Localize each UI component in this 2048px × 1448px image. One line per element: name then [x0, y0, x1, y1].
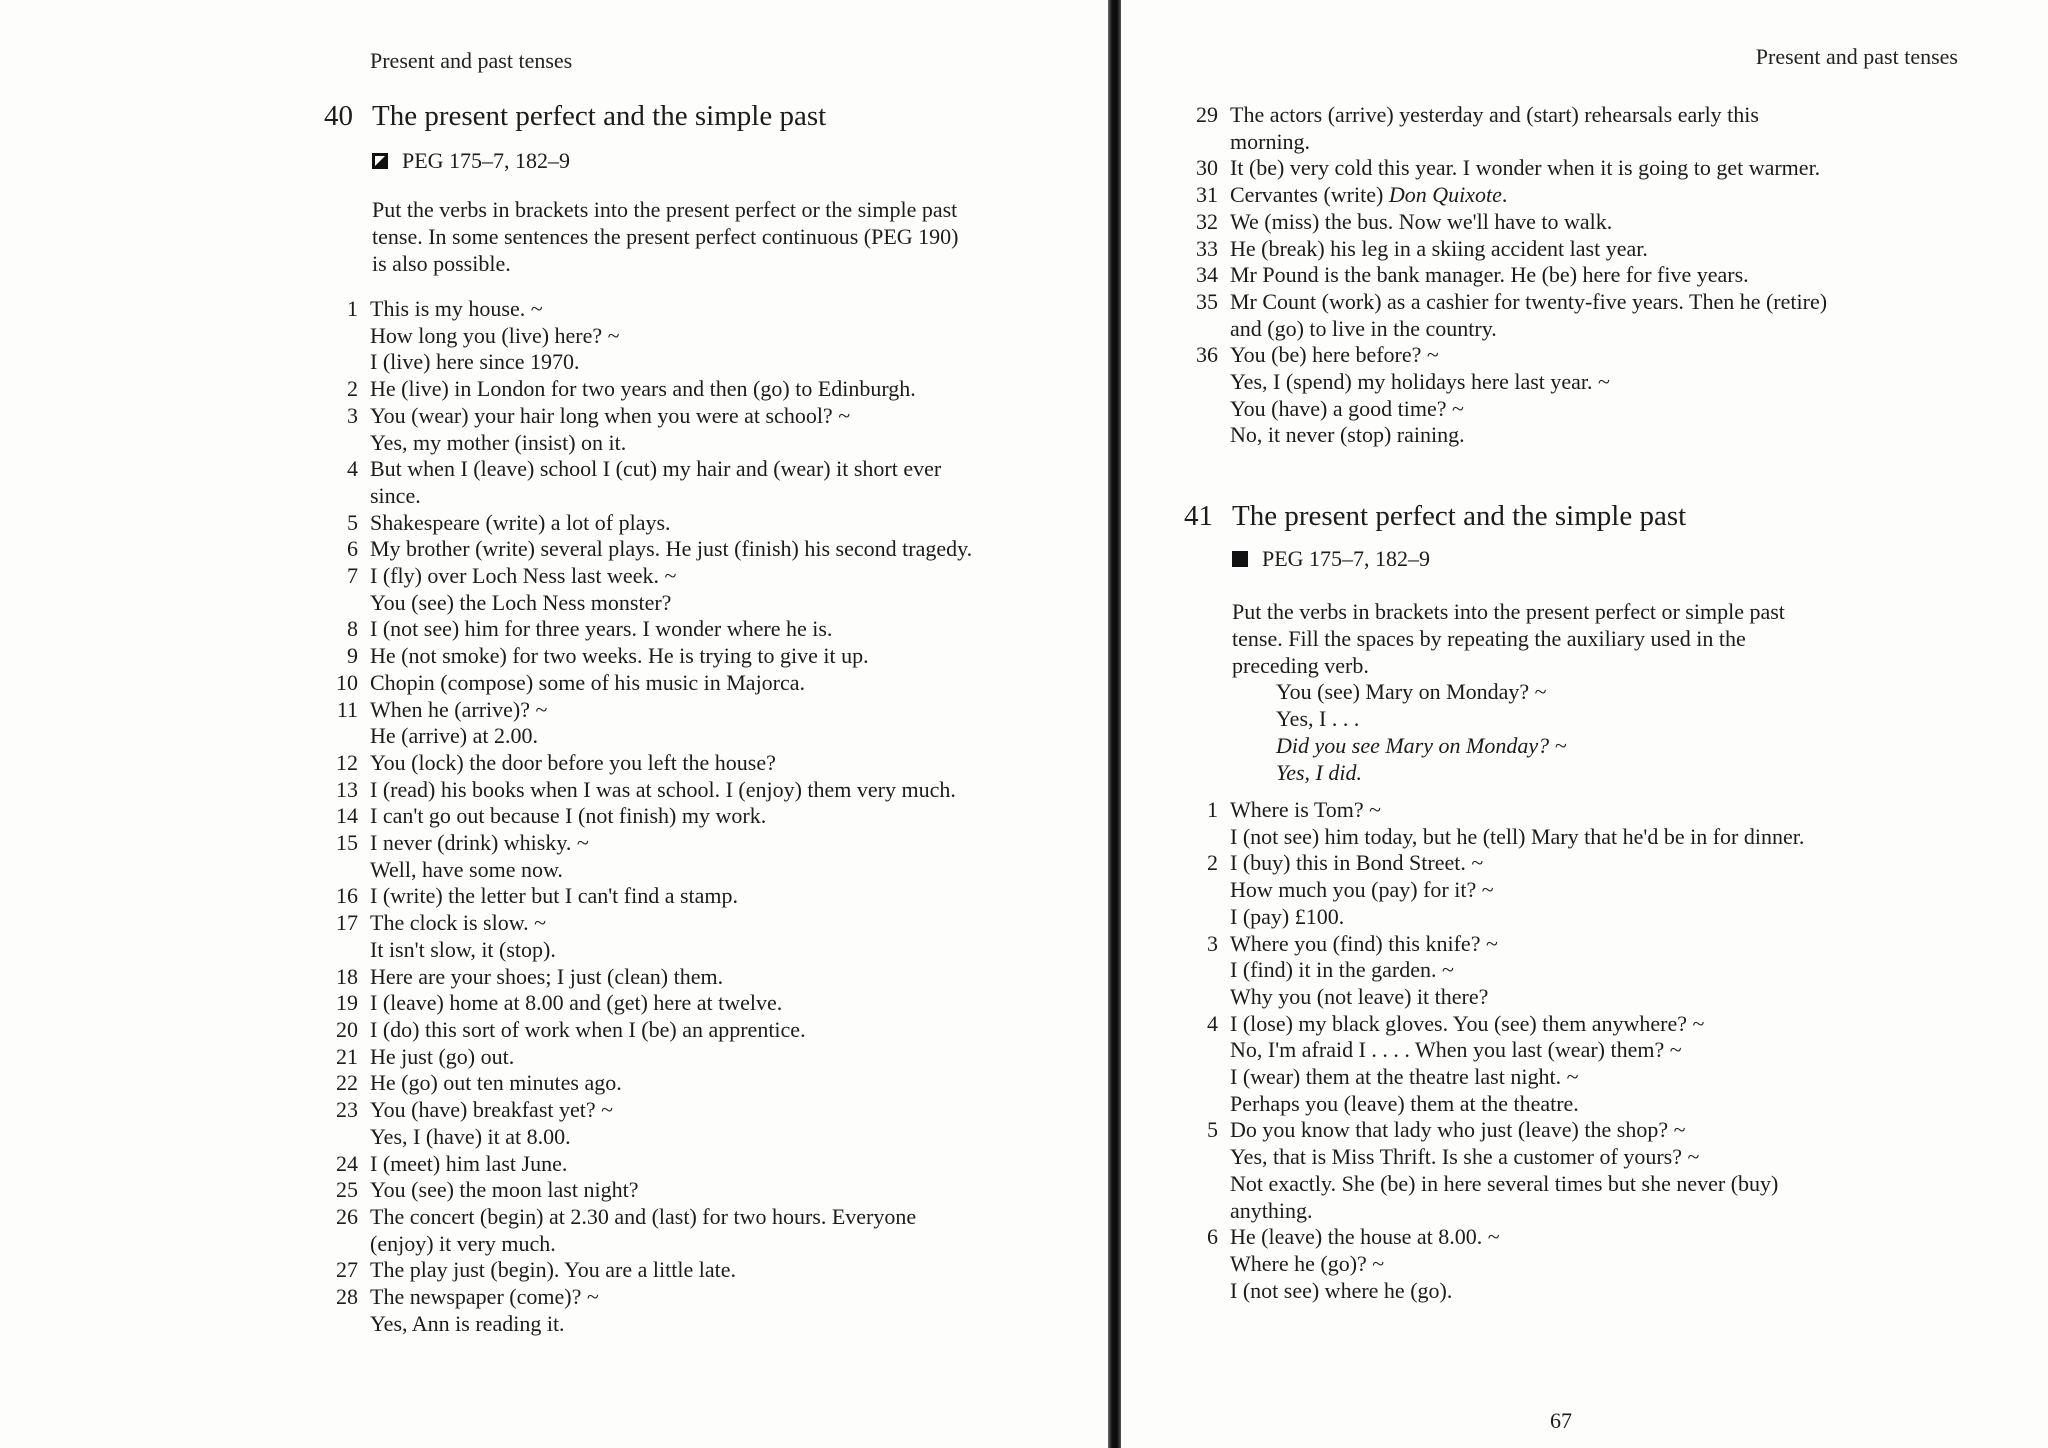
item-text [1230, 850, 2004, 930]
exercise-item [1184, 850, 2004, 930]
exercise-item [324, 296, 1104, 376]
exercise-item [1184, 1011, 2004, 1118]
item-line: since. [370, 482, 421, 508]
item-line: You (wear) your hair long when you were at school? ~ [370, 402, 851, 428]
item-line: The play just (begin). You are a little late. [370, 1257, 736, 1283]
item-text [370, 777, 1104, 804]
exercise-item [1184, 236, 2004, 263]
item-number: 17 [336, 910, 358, 936]
item-line: I (do) this sort of work when I (be) an apprentice. [370, 1016, 806, 1042]
item-line: He just (go) out. [370, 1043, 515, 1069]
exercise-item [324, 777, 1104, 804]
exercise-item [324, 697, 1104, 750]
exercise-item [324, 616, 1104, 643]
exercise-item [324, 1177, 1104, 1204]
item-line: It isn't slow, it (stop). [370, 936, 556, 962]
item-line: Where he (go)? ~ [1230, 1250, 1385, 1276]
item-line: I (lose) my black gloves. You (see) them anywhere? ~ [1230, 1010, 1705, 1036]
item-line: He (arrive) at 2.00. [370, 723, 538, 749]
item-line: It (be) very cold this year. I wonder when it is going to get warmer. [1230, 155, 1821, 181]
item-line: Yes, that is Miss Thrift. Is she a customer of yours? ~ [1230, 1144, 1700, 1170]
item-line: Yes, I (have) it at 8.00. [370, 1123, 571, 1149]
exercise-item [324, 803, 1104, 830]
item-line: Not exactly. She (be) in here several times but she never (buy) [1230, 1170, 1779, 1196]
item-line: The actors (arrive) yesterday and (start) rehearsals early this [1230, 102, 1759, 127]
item-text [1230, 236, 2004, 263]
item-number: 6 [1207, 1224, 1218, 1250]
item-number: 10 [336, 669, 358, 695]
item-number: 14 [336, 803, 358, 829]
instruction-line: tense. In some sentences the present perfect continuous (PEG 190) [372, 224, 959, 249]
item-line: I (not see) him for three years. I wonder where he is. [370, 616, 833, 642]
exercise-item [324, 830, 1104, 883]
item-text [1230, 155, 2004, 182]
exercise-item [1184, 262, 2004, 289]
item-line: He (leave) the house at 8.00. ~ [1230, 1224, 1500, 1250]
item-text [370, 1177, 1104, 1204]
item-text [1230, 262, 2004, 289]
item-line: We (miss) the bus. Now we'll have to walk. [1230, 208, 1613, 234]
exercise-item [324, 376, 1104, 403]
item-line: He (not smoke) for two weeks. He is trying to give it up. [370, 643, 869, 669]
book-title: Don Quixote [1388, 182, 1502, 208]
item-text [1230, 342, 2004, 449]
item-text [370, 990, 1104, 1017]
right-page [1120, 0, 2048, 1448]
item-number: 27 [336, 1257, 358, 1283]
item-line: Yes, Ann is reading it. [370, 1310, 565, 1336]
item-line: Here are your shoes; I just (clean) them. [370, 963, 724, 989]
exercise-item [1184, 102, 2004, 155]
exercise-item [324, 456, 1104, 509]
item-text [370, 697, 1104, 750]
item-number: 24 [336, 1150, 358, 1176]
exercise-item [324, 1044, 1104, 1071]
item-text [1230, 1117, 2004, 1224]
item-text [370, 670, 1104, 697]
item-line: You (see) the Loch Ness monster? [370, 589, 672, 615]
exercise-item [324, 1151, 1104, 1178]
item-number: 4 [1207, 1010, 1218, 1036]
item-line: No, it never (stop) raining. [1230, 422, 1465, 448]
reference [372, 148, 570, 174]
instructions [1232, 598, 1952, 679]
item-line: You (have) a good time? ~ [1230, 395, 1464, 421]
exercise-item [1184, 1224, 2004, 1304]
item-number: 4 [347, 456, 358, 482]
page-number: 67 [1550, 1408, 1572, 1433]
reference-text: PEG 175–7, 182–9 [402, 148, 571, 173]
item-number: 25 [336, 1177, 358, 1203]
instruction-line: Put the verbs in brackets into the present perfect or simple past [1232, 599, 1785, 624]
instructions [372, 196, 1092, 277]
item-line: He (go) out ten minutes ago. [370, 1070, 622, 1096]
item-text [1230, 931, 2004, 1011]
exercise-item [324, 643, 1104, 670]
item-text [370, 1017, 1104, 1044]
item-number: 26 [336, 1203, 358, 1229]
item-text [1230, 289, 2004, 342]
item-line: He (break) his leg in a skiing accident last year. [1230, 235, 1648, 261]
exercise-item [324, 990, 1104, 1017]
item-text [370, 910, 1104, 963]
exercise-item [324, 750, 1104, 777]
item-number: 33 [1196, 235, 1218, 261]
item-number: 1 [347, 296, 358, 321]
item-line: Yes, my mother (insist) on it. [370, 429, 627, 455]
exercise-item [1184, 797, 2004, 850]
exercise-item [324, 536, 1104, 563]
item-number: 15 [336, 830, 358, 856]
exercise-list [1184, 797, 2004, 1304]
item-line: I (find) it in the garden. ~ [1230, 957, 1454, 983]
item-number: 32 [1196, 208, 1218, 234]
exercise-item [324, 1017, 1104, 1044]
item-number: 28 [336, 1284, 358, 1310]
item-line: He (live) in London for two years and then (go) to Edinburgh. [370, 376, 916, 402]
item-text [370, 830, 1104, 883]
item-line: Perhaps you (leave) them at the theatre. [1230, 1090, 1579, 1116]
item-number: 36 [1196, 342, 1218, 368]
item-line: When he (arrive)? ~ [370, 696, 548, 722]
item-line: But when I (leave) school I (cut) my hair and (wear) it short ever [370, 456, 942, 482]
item-text [370, 643, 1104, 670]
item-text [1230, 797, 2004, 850]
item-text [370, 1044, 1104, 1071]
item-line: You (be) here before? ~ [1230, 342, 1439, 368]
item-text [370, 456, 1104, 509]
exercise-item [324, 1284, 1104, 1337]
exercise-item [324, 1097, 1104, 1150]
item-line: (enjoy) it very much. [370, 1230, 556, 1256]
item-line: I (pay) £100. [1230, 903, 1345, 929]
item-line: Where is Tom? ~ [1230, 797, 1382, 822]
item-number: 1 [1207, 797, 1218, 822]
item-line: I (leave) home at 8.00 and (get) here at twelve. [370, 990, 783, 1016]
item-text [370, 536, 1104, 563]
instruction-line: tense. Fill the spaces by repeating the auxiliary used in the [1232, 626, 1746, 651]
item-text [370, 750, 1104, 777]
item-line: You (lock) the door before you left the house? [370, 749, 776, 775]
item-number: 11 [336, 696, 358, 722]
item-number: 2 [1207, 850, 1218, 876]
item-text [370, 1097, 1104, 1150]
item-text [370, 563, 1104, 616]
item-number: 29 [1196, 102, 1218, 127]
item-number: 3 [1207, 930, 1218, 956]
item-number: 20 [336, 1016, 358, 1042]
item-line: The clock is slow. ~ [370, 910, 547, 936]
item-line: Mr Pound is the bank manager. He (be) here for five years. [1230, 262, 1749, 288]
item-number: 21 [336, 1043, 358, 1069]
exercise-item [324, 1204, 1104, 1257]
item-number: 34 [1196, 262, 1218, 288]
item-text [370, 510, 1104, 537]
item-line: No, I'm afraid I . . . . When you last (wear) them? ~ [1230, 1037, 1682, 1063]
section-title: The present perfect and the simple past [372, 100, 827, 132]
worked-example [1276, 678, 1567, 786]
item-number: 5 [1207, 1117, 1218, 1143]
section-title: The present perfect and the simple past [1232, 500, 1687, 532]
item-line: I (fly) over Loch Ness last week. ~ [370, 563, 677, 589]
running-head: Present and past tenses [370, 48, 573, 73]
exercise-item [1184, 209, 2004, 236]
reference [1232, 546, 1430, 572]
item-number: 7 [347, 563, 358, 589]
exercise-item [324, 964, 1104, 991]
item-text [370, 803, 1104, 830]
item-number: 12 [336, 749, 358, 775]
item-line: anything. [1230, 1197, 1313, 1223]
item-number: 16 [336, 883, 358, 909]
item-text [370, 616, 1104, 643]
item-text [1230, 209, 2004, 236]
item-line: Where you (find) this knife? ~ [1230, 930, 1498, 956]
item-number: 3 [347, 402, 358, 428]
item-number: 2 [347, 376, 358, 402]
item-number: 31 [1196, 182, 1218, 208]
item-line: I (live) here since 1970. [370, 349, 580, 375]
item-text [370, 403, 1104, 456]
example-question-solution: Did you see Mary on Monday? ~ [1276, 733, 1567, 758]
exercise-item [1184, 155, 2004, 182]
item-text [1230, 1011, 2004, 1118]
item-line: I never (drink) whisky. ~ [370, 830, 589, 856]
item-line: I can't go out because I (not finish) my work. [370, 803, 767, 829]
item-number: 5 [347, 509, 358, 535]
exercise-item [324, 910, 1104, 963]
example-question: You (see) Mary on Monday? ~ [1276, 679, 1547, 704]
item-text [370, 1204, 1104, 1257]
section-number: 40 [324, 100, 353, 132]
item-line: I (buy) this in Bond Street. ~ [1230, 850, 1484, 876]
item-line: and (go) to live in the country. [1230, 315, 1497, 341]
item-text [370, 964, 1104, 991]
exercise-item [1184, 931, 2004, 1011]
half-filled-square-icon [372, 153, 388, 169]
exercise-item [324, 883, 1104, 910]
item-number: 13 [336, 776, 358, 802]
item-line: I (not see) where he (go). [1230, 1277, 1453, 1303]
item-line: I (not see) him today, but he (tell) Mary that he'd be in for dinner. [1230, 823, 1805, 849]
exercise-item [324, 1257, 1104, 1284]
item-text [1230, 1224, 2004, 1304]
item-line: The concert (begin) at 2.30 and (last) for two hours. Everyone [370, 1203, 917, 1229]
exercise-item [324, 510, 1104, 537]
item-line: I (read) his books when I was at school. I (enjoy) them very much. [370, 776, 956, 802]
item-number: 22 [336, 1070, 358, 1096]
item-line: morning. [1230, 128, 1311, 154]
item-line: The newspaper (come)? ~ [370, 1284, 599, 1310]
item-line: This is my house. ~ [370, 296, 543, 321]
exercise-item [1184, 1117, 2004, 1224]
instruction-line: preceding verb. [1232, 653, 1369, 678]
section-number: 41 [1184, 500, 1213, 532]
item-line: Well, have some now. [370, 856, 563, 882]
item-line: Do you know that lady who just (leave) the shop? ~ [1230, 1117, 1686, 1143]
item-number: 18 [336, 963, 358, 989]
item-text [370, 1284, 1104, 1337]
instruction-line: is also possible. [372, 251, 511, 276]
item-line: Mr Count (work) as a cashier for twenty-five years. Then he (retire) [1230, 288, 1828, 314]
exercise-item [1184, 182, 2004, 209]
item-line: Why you (not leave) it there? [1230, 983, 1489, 1009]
item-number: 9 [347, 643, 358, 669]
item-line: How much you (pay) for it? ~ [1230, 877, 1494, 903]
exercise-list [1184, 102, 2004, 449]
item-number: 35 [1196, 288, 1218, 314]
item-text [370, 1070, 1104, 1097]
item-line: How long you (live) here? ~ [370, 322, 620, 348]
exercise-item [324, 1070, 1104, 1097]
running-head: Present and past tenses [1755, 44, 1958, 69]
filled-square-icon [1232, 551, 1248, 567]
item-line: My brother (write) several plays. He just (finish) his second tragedy. [370, 536, 973, 562]
item-number: 8 [347, 616, 358, 642]
item-text [370, 1151, 1104, 1178]
exercise-item [324, 670, 1104, 697]
item-line: I (meet) him last June. [370, 1150, 568, 1176]
item-text [370, 376, 1104, 403]
exercise-item [324, 403, 1104, 456]
item-line: Chopin (compose) some of his music in Majorca. [370, 669, 806, 695]
item-line: I (wear) them at the theatre last night. ~ [1230, 1064, 1579, 1090]
instruction-line: Put the verbs in brackets into the present perfect or the simple past [372, 197, 958, 222]
item-number: 23 [336, 1097, 358, 1123]
item-line: Cervantes (write) Don Quixote. [1230, 182, 1508, 208]
item-line: Yes, I (spend) my holidays here last year. ~ [1230, 369, 1610, 395]
exercise-item [1184, 289, 2004, 342]
item-text [1230, 182, 2004, 209]
item-line: You (have) breakfast yet? ~ [370, 1097, 614, 1123]
item-text [370, 883, 1104, 910]
item-text [1230, 102, 2004, 155]
item-number: 30 [1196, 155, 1218, 181]
exercise-list [324, 296, 1104, 1337]
item-line: Shakespeare (write) a lot of plays. [370, 509, 671, 535]
item-number: 19 [336, 990, 358, 1016]
exercise-item [324, 563, 1104, 616]
example-answer: Yes, I . . . [1276, 706, 1360, 731]
item-line: You (see) the moon last night? [370, 1177, 639, 1203]
reference-text: PEG 175–7, 182–9 [1262, 546, 1431, 571]
item-text [370, 1257, 1104, 1284]
item-line: I (write) the letter but I can't find a stamp. [370, 883, 739, 909]
example-answer-solution: Yes, I did. [1276, 760, 1362, 785]
exercise-item [1184, 342, 2004, 449]
item-number: 6 [347, 536, 358, 562]
item-text [370, 296, 1104, 376]
